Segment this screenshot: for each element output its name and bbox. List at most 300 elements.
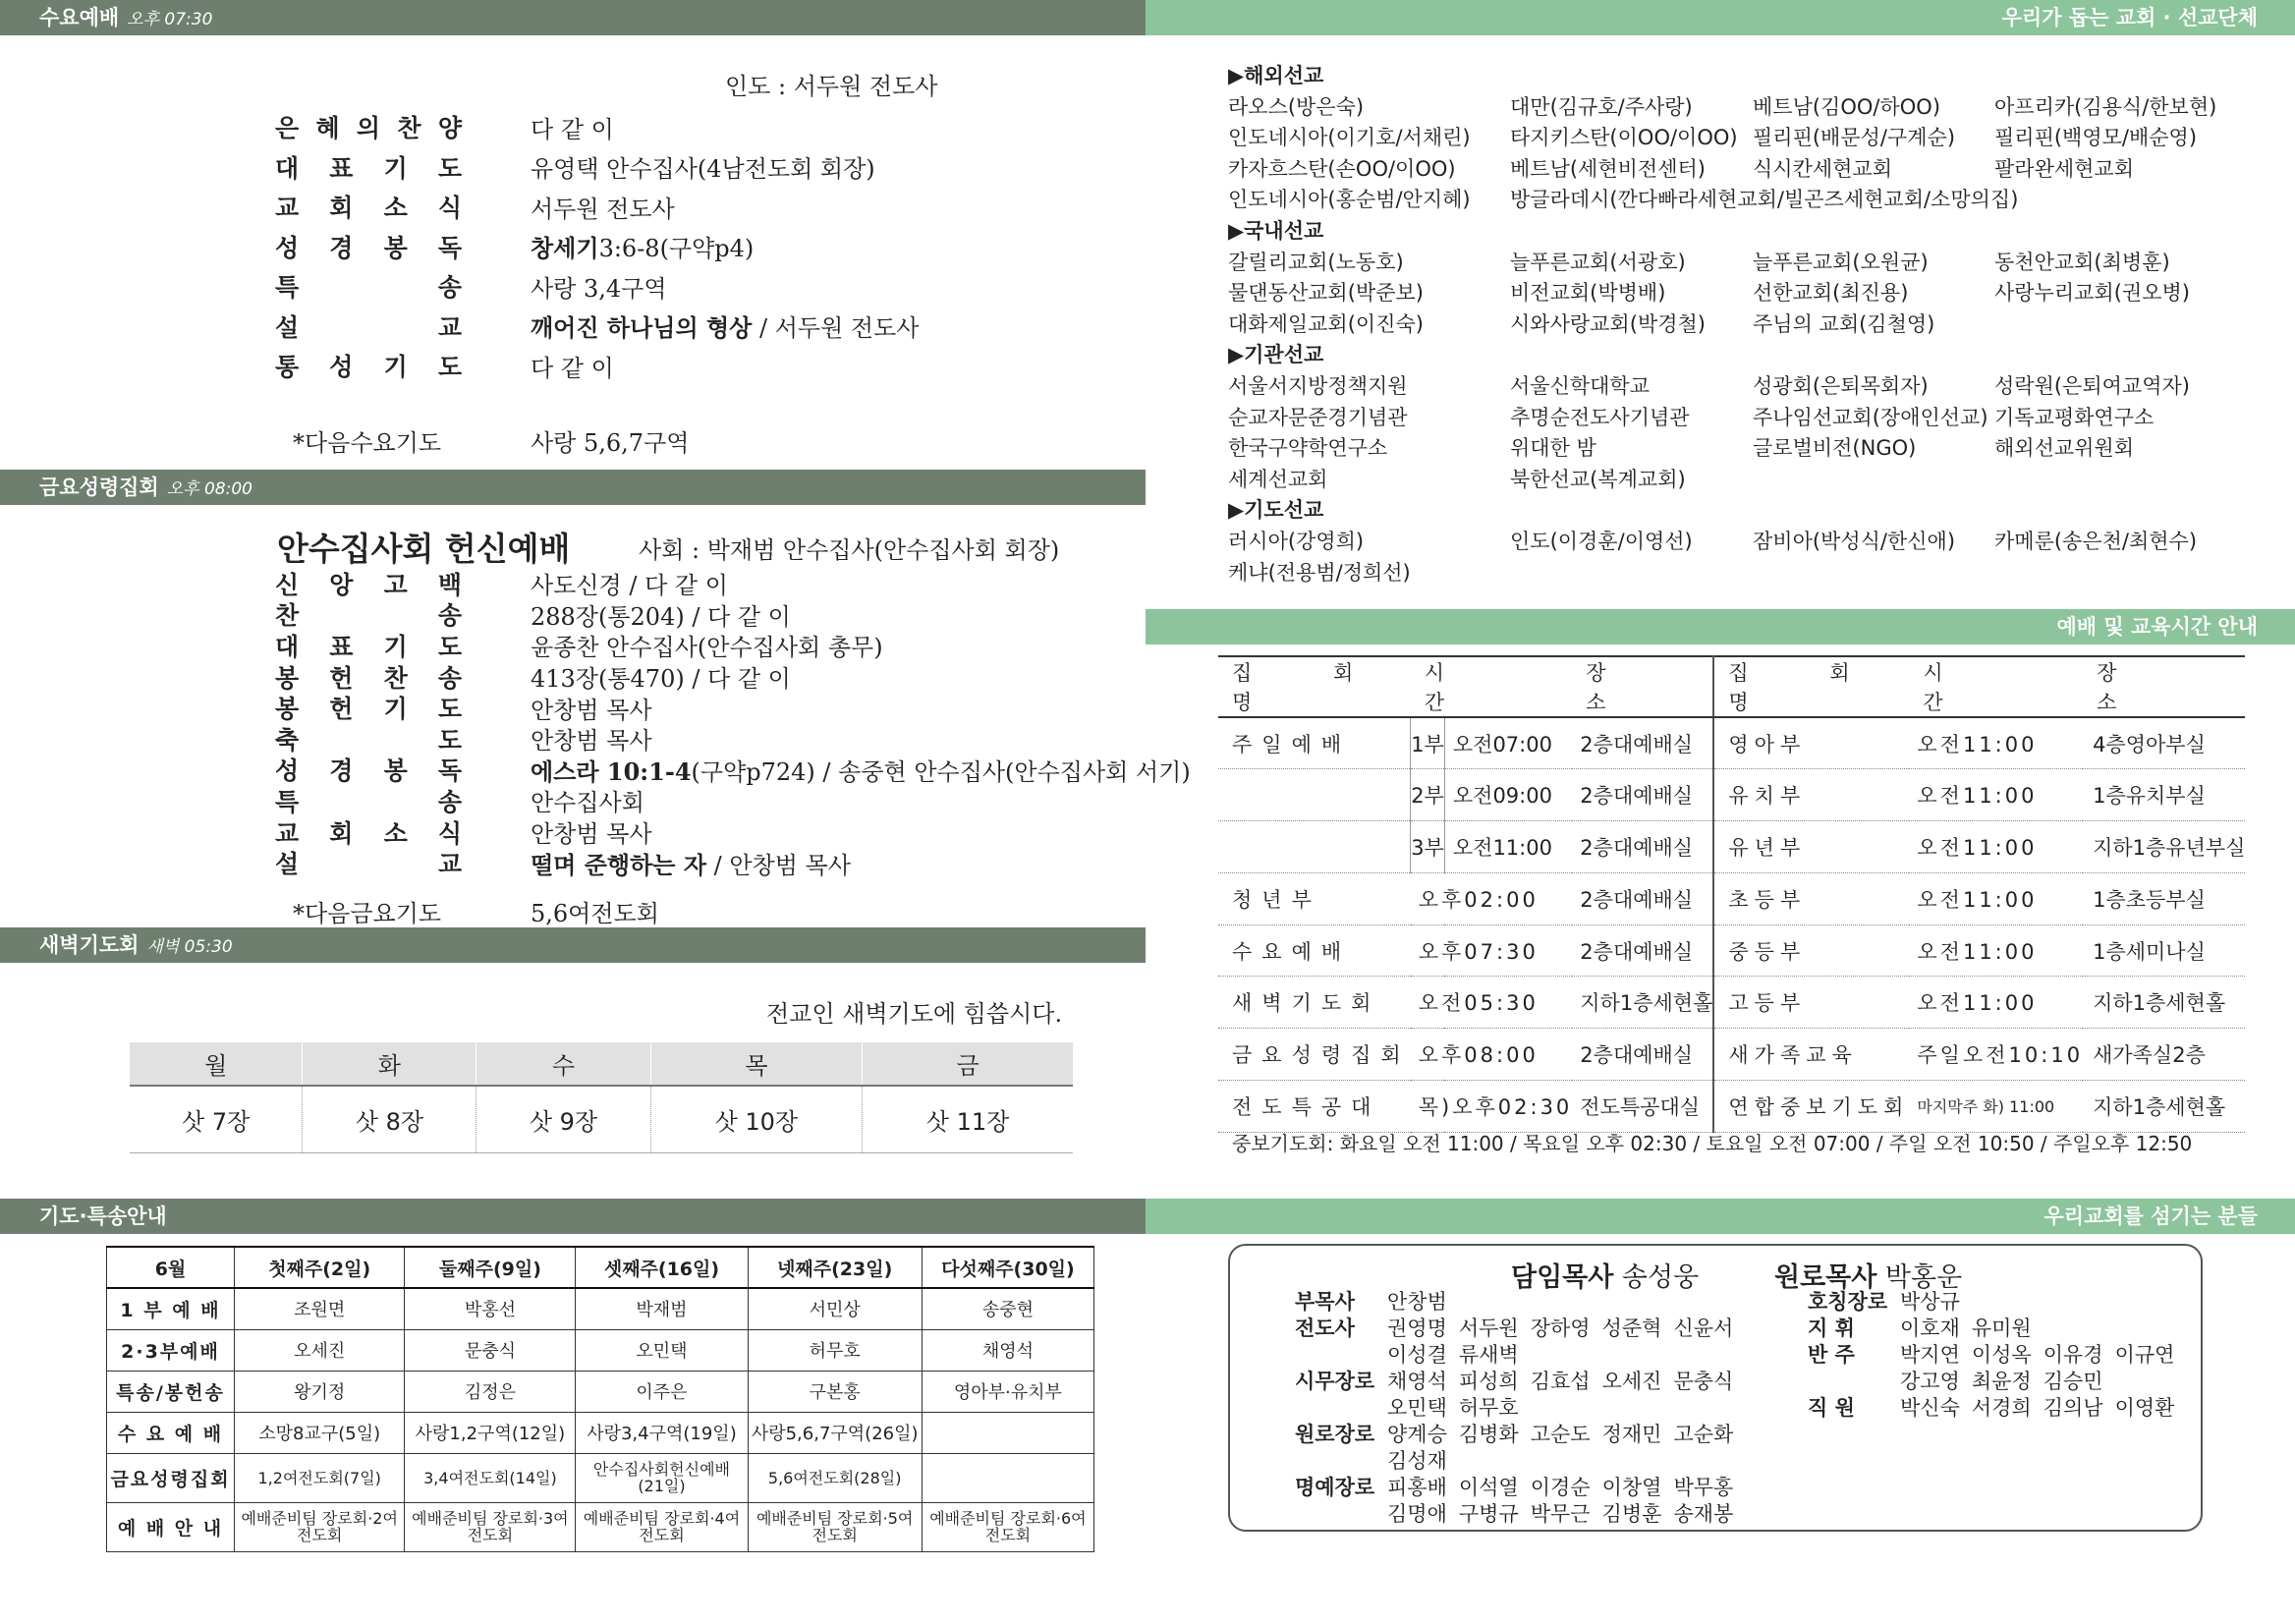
sched-header-place2: 장 소 (2083, 656, 2245, 717)
schedule-place2: 지하1층세현홀 (2083, 1081, 2245, 1133)
wed-order-value (531, 229, 754, 263)
schedule-name (1218, 821, 1411, 873)
fri-order-value (531, 628, 883, 662)
schedule-name2: 유년부 (1713, 821, 1909, 873)
mission-item: 성락원(은퇴여교역자) (1994, 373, 2190, 398)
fri-order-row (275, 599, 791, 631)
fri-order-label (275, 659, 462, 695)
schedule-place2: 새가족실2층 (2083, 1029, 2245, 1081)
mission-item (1753, 465, 1994, 496)
prayer-cell: 예배준비팀 장로회·2여전도회 (235, 1502, 405, 1551)
prayer-row-header: 2·3부예배 (107, 1329, 235, 1371)
schedule-place: 지하1층세현홀 (1572, 977, 1713, 1029)
staff-row (1295, 1316, 1745, 1342)
staff-name: 장하영 (1530, 1316, 1591, 1340)
fri-order-value-text: 안수집사회 (531, 789, 644, 817)
fri-label-char: 신 (275, 570, 300, 599)
fri-label-char: 송 (437, 663, 462, 693)
prayer-cell: 3,4여전도회(14일) (405, 1453, 576, 1502)
schedule-row (1218, 769, 2245, 821)
staff-name: 박무홍 (1673, 1476, 1734, 1499)
fri-order-value (531, 659, 791, 694)
wed-label-char: 식 (437, 194, 462, 222)
wed-bar-time: 오후 07:30 (127, 10, 213, 29)
schedule-name: 전도특공대 (1218, 1081, 1411, 1133)
prayer-cell: 오민택 (576, 1329, 748, 1371)
wed-label-char: 기 (383, 353, 408, 381)
fri-label-char: 축 (275, 725, 300, 755)
mission-item: 카메룬(송은천/최현수) (1994, 529, 2198, 553)
mission-item: 아프리카(김용식/한보현) (1994, 94, 2217, 119)
wed-label-char: 대 (275, 153, 300, 183)
staff-names (1900, 1342, 2186, 1369)
prayer-cell: 예배준비팀 장로회·6여전도회 (922, 1502, 1093, 1551)
schedule-time: 오후08:00 (1411, 1029, 1573, 1081)
emeritus-pastor-label: 원로목사 (1774, 1262, 1877, 1293)
fri-label-char: 고 (383, 570, 408, 599)
mission-item: 팔라완세현교회 (1994, 156, 2135, 181)
staff-left-list (1295, 1289, 1745, 1528)
fri-section-bar (0, 470, 1146, 505)
dawn-section-bar (0, 927, 1146, 963)
wed-order-value (531, 110, 614, 144)
emeritus-pastor-name: 박홍운 (1884, 1262, 1963, 1293)
fri-label-char: 송 (437, 601, 462, 631)
schedule-time2: 오전11:00 (1909, 924, 2083, 977)
schedule-place: 2층대예배실 (1572, 769, 1713, 821)
staff-name: 박무근 (1530, 1502, 1591, 1526)
prayer-assignment-table (106, 1246, 1094, 1552)
fri-order-label (275, 721, 462, 756)
intercession-note: 중보기도회: 화요일 오전 11:00 / 목요일 오후 02:30 / 토요일 오전 07:00 / 주일 오전 10:50 / 주일오후 12:50 (1232, 1132, 2193, 1155)
staff-role (1295, 1501, 1387, 1528)
staff-name: 강고영 (1900, 1370, 1960, 1393)
staff-name: 채영석 (1387, 1370, 1447, 1393)
prayer-row-header: 특송/봉헌송 (107, 1371, 235, 1412)
mission-item: 주님의 교회(김철영) (1753, 311, 1935, 336)
staff-name: 허무호 (1458, 1396, 1519, 1420)
prayer-cell: 문충식 (405, 1329, 576, 1371)
staff-row (1295, 1369, 1745, 1395)
sched-header-name: 집 회 명 (1218, 656, 1411, 717)
wed-next-prayer (293, 420, 690, 460)
prayer-cell: 안수집사회헌신예배 (21일) (576, 1453, 748, 1502)
fri-label-char: 헌 (329, 695, 354, 724)
staff-name: 구병규 (1458, 1502, 1519, 1526)
mission-item: 북한선교(복계교회) (1510, 467, 1686, 491)
fri-order-value-text: 288장(통204) / 다 같 이 (531, 602, 791, 631)
fri-order-value (531, 846, 851, 880)
sched-header-time: 시 간 (1411, 656, 1573, 717)
mission-item (1994, 465, 2269, 496)
mission-item: 주나임선교회(장애인선교) (1753, 405, 1988, 429)
fri-order-value (531, 814, 652, 849)
wed-order-value-text: 다 같 이 (531, 354, 614, 382)
staff-name: 최윤정 (1971, 1370, 2032, 1393)
staff-names (1900, 1395, 2186, 1422)
schedule-place: 2층대예배실 (1572, 821, 1713, 873)
staff-row (1808, 1289, 2186, 1316)
prayer-row (107, 1502, 1094, 1551)
mission-item: 필리핀(배문성/구계순) (1753, 126, 1956, 150)
fri-order-row (275, 755, 1191, 786)
wed-order-value-text: 사랑 3,4구역 (531, 274, 667, 303)
prayer-col-header: 첫째주(2일) (235, 1247, 405, 1288)
dawn-day-header: 금 (863, 1042, 1073, 1086)
schedule-name: 주일예배 (1218, 717, 1411, 769)
wed-order-row (275, 266, 667, 306)
prayer-cell: 허무호 (748, 1329, 922, 1371)
mission-item: 케냐(전용범/정희선) (1228, 560, 1411, 585)
fri-label-char: 설 (275, 850, 300, 879)
wed-order-label (275, 308, 462, 344)
staff-right-list (1808, 1289, 2186, 1422)
prayer-cell: 서민상 (748, 1288, 922, 1329)
fri-order-value (531, 721, 652, 756)
staff-name: 김병화 (1458, 1423, 1519, 1446)
wed-order-value (531, 349, 614, 383)
wed-order-value-bold: 창세기 (531, 234, 599, 262)
schedule-row (1218, 1029, 2245, 1081)
schedule-place: 2층대예배실 (1572, 1029, 1713, 1081)
head-pastor-label: 담임목사 (1511, 1262, 1614, 1293)
mission-item: 동천안교회(최병훈) (1994, 250, 2170, 274)
fri-order-value-text: 안창범 목사 (531, 696, 652, 724)
fri-order-row (275, 692, 652, 724)
wed-order-value-text: / 서두원 전도사 (752, 314, 920, 342)
staff-role: 반 주 (1808, 1343, 1855, 1367)
fri-label-char: 송 (437, 787, 462, 816)
staff-name: 문충식 (1673, 1370, 1734, 1393)
wed-label-char: 봉 (383, 233, 408, 262)
staff-names (1387, 1448, 1459, 1475)
mission-section-grid (1228, 92, 2269, 216)
mission-item (1753, 558, 1994, 589)
staff-name: 유미원 (1971, 1316, 2032, 1340)
mission-item: 대만(김규호/주사랑) (1510, 94, 1693, 119)
mission-item: 시와사랑교회(박경철) (1510, 311, 1706, 336)
prayer-cell: 송중현 (922, 1288, 1093, 1329)
mission-item: 물댄동산교회(박준보) (1228, 281, 1424, 306)
prayer-cell: 조원면 (235, 1288, 405, 1329)
head-pastor-name: 송성웅 (1621, 1262, 1700, 1293)
wed-label-char: 도 (437, 153, 462, 183)
prayer-row-header: 1 부 예 배 (107, 1288, 235, 1329)
dawn-day-reading: 삿 10장 (650, 1086, 863, 1152)
staff-role (1295, 1448, 1387, 1475)
staff-name: 김의남 (2043, 1396, 2103, 1420)
fri-order-value (531, 566, 728, 600)
schedule-time: 오전09:00 (1444, 769, 1572, 821)
staff-name: 이규연 (2114, 1343, 2175, 1367)
staff-names (1387, 1501, 1745, 1528)
prayer-col-header: 넷째주(23일) (748, 1247, 922, 1288)
fri-order-value (531, 597, 791, 632)
fri-label-char: 찬 (383, 663, 408, 693)
staff-name: 이경순 (1530, 1476, 1591, 1499)
schedule-row (1218, 924, 2245, 977)
staff-name: 성준혁 (1601, 1316, 1662, 1340)
schedule-time2: 오전11:00 (1909, 977, 2083, 1029)
staff-name: 박신숙 (1900, 1396, 1960, 1420)
staff-row (1295, 1289, 1745, 1316)
staff-name: 오민택 (1387, 1396, 1447, 1420)
prayer-cell: 사랑3,4구역(19일) (576, 1412, 748, 1453)
prayer-row-header: 금요성령집회 (107, 1453, 235, 1502)
mission-item: 한국구약학연구소 (1228, 436, 1388, 461)
staff-names (1387, 1289, 1459, 1316)
fri-order-label (275, 596, 462, 632)
mission-item: 인도네시아(이기호/서채린) (1228, 126, 1471, 150)
wed-order-value-text: 3:6-8(구약p4) (598, 235, 755, 262)
staff-role: 호칭장로 (1808, 1290, 1888, 1314)
prayer-cell: 예배준비팀 장로회·3여전도회 (405, 1502, 576, 1551)
mission-section-grid (1228, 371, 2269, 495)
schedule-time: 오전11:00 (1444, 821, 1572, 873)
mission-section-grid (1228, 527, 2269, 588)
schedule-place: 2층대예배실 (1572, 924, 1713, 977)
mission-item: 잠비아(박성식/한신애) (1753, 529, 1956, 553)
staff-role: 원로장로 (1295, 1423, 1375, 1446)
prayer-row (107, 1453, 1094, 1502)
fri-label-char: 대 (275, 632, 300, 661)
wed-label-char: 특 (275, 273, 300, 302)
wed-order-row (275, 307, 920, 346)
mission-item: 필리핀(백영모/배순영) (1994, 126, 2198, 150)
dawn-day-header: 화 (303, 1042, 476, 1086)
prayer-cell: 왕기정 (235, 1371, 405, 1412)
mission-item: 타지키스탄(이OO/이OO) (1510, 126, 1738, 150)
dawn-day-header: 월 (130, 1042, 303, 1086)
wed-label-char: 은 (275, 114, 300, 142)
staff-names (1387, 1475, 1745, 1501)
schedule-name2: 연합중보기도회 (1713, 1081, 1909, 1133)
mission-item (1510, 558, 1753, 589)
staff-names (1900, 1369, 2115, 1395)
fri-next-label: *다음금요기도 (293, 899, 442, 927)
fri-label-char: 회 (329, 818, 354, 848)
wed-label-char: 기 (383, 153, 408, 183)
staff-name: 이영환 (2114, 1396, 2175, 1420)
fri-next-value: 5,6여전도회 (531, 899, 659, 927)
staff-names (1387, 1422, 1745, 1448)
mission-item: 비전교회(박병배) (1510, 281, 1666, 306)
wed-label-char: 성 (275, 233, 300, 262)
schedule-time2: 오전11:00 (1909, 821, 2083, 873)
wed-section-bar (0, 0, 1146, 35)
fri-order-value-text: 안창범 목사 (531, 727, 652, 756)
dawn-day-reading: 삿 11장 (863, 1086, 1073, 1152)
wed-order-value (531, 149, 875, 184)
dawn-day-reading: 삿 7장 (182, 1107, 251, 1136)
wed-next-label: *다음수요기도 (293, 428, 442, 457)
fri-order-value-bold: 에스라 10:1-4 (531, 756, 692, 786)
prayer-col-header: 6월 (107, 1247, 235, 1288)
staff-name: 고순화 (1673, 1423, 1734, 1446)
wed-label-char: 찬 (397, 114, 421, 142)
staff-name: 박지연 (1900, 1343, 1960, 1367)
staff-name: 김병훈 (1601, 1502, 1662, 1526)
mission-item: 대화제일교회(이진숙) (1228, 311, 1424, 336)
fri-label-char: 헌 (329, 663, 354, 693)
schedule-part: 1부 (1411, 717, 1445, 769)
fri-label-char: 경 (329, 756, 354, 786)
wed-label-char: 회 (329, 194, 354, 222)
mission-item: 세계선교회 (1228, 467, 1328, 491)
prayer-bar-title: 기도·특송안내 (39, 1204, 167, 1228)
fri-order-value-bold: 떨며 준행하는 자 (531, 850, 706, 879)
staff-role (1295, 1395, 1387, 1422)
fri-order-row (275, 630, 883, 662)
prayer-row (107, 1371, 1094, 1412)
fri-order-value (531, 691, 652, 725)
staff-row (1808, 1316, 2186, 1342)
fri-order-value-text: (구약p724) / 송중현 안수집사(안수집사회 서기) (691, 757, 1191, 786)
fri-order-label (275, 752, 462, 787)
wed-label-char: 성 (329, 353, 354, 381)
fri-order-row (275, 785, 644, 817)
prayer-cell: 구본홍 (748, 1371, 922, 1412)
schedule-time2: 오전11:00 (1909, 769, 2083, 821)
schedule-place2: 4층영아부실 (2083, 717, 2245, 769)
fri-label-char: 봉 (275, 695, 300, 724)
mission-section-title: ▶기도선교 (1228, 498, 1324, 523)
staff-role: 전도사 (1295, 1316, 1355, 1340)
staff-name: 피홍배 (1387, 1476, 1447, 1499)
staff-row (1808, 1342, 2186, 1369)
schedule-section-bar (1146, 609, 2295, 644)
dawn-bar-title: 새벽기도회 (39, 933, 140, 957)
wed-leader: 인도 : 서두원 전도사 (725, 73, 938, 100)
staff-names (1387, 1316, 1745, 1342)
mission-section-grid (1228, 248, 2269, 341)
fri-label-char: 교 (275, 818, 300, 848)
mission-item: 인도(이경훈/이영선) (1510, 529, 1693, 553)
wed-order-row (275, 187, 675, 226)
schedule-name: 수요예배 (1218, 924, 1411, 977)
prayer-col-header: 둘째주(9일) (405, 1247, 576, 1288)
wed-order-value (531, 190, 675, 224)
wed-order-label (275, 348, 462, 383)
staff-row (1295, 1475, 1745, 1501)
wed-order-label (275, 149, 462, 185)
mission-item: 늘푸른교회(오원균) (1753, 250, 1929, 274)
schedule-place2: 1층유치부실 (2083, 769, 2245, 821)
prayer-row (107, 1288, 1094, 1329)
wed-order-label (275, 109, 462, 144)
dawn-day-header: 수 (476, 1042, 650, 1086)
fri-next-prayer (293, 893, 659, 928)
staff-bar-title: 우리교회를 섬기는 분들 (2043, 1204, 2258, 1228)
fri-label-char: 봉 (275, 663, 300, 693)
fri-label-char: 표 (329, 632, 354, 661)
fri-bar-title: 금요성령집회 (39, 476, 159, 499)
fri-order-row (275, 816, 652, 849)
schedule-time: 오전07:00 (1444, 717, 1572, 769)
dawn-day-header: 목 (650, 1042, 863, 1086)
staff-name: 김효섭 (1530, 1370, 1591, 1393)
staff-row (1808, 1369, 2186, 1395)
prayer-cell: 5,6여전도회(28일) (748, 1453, 922, 1502)
prayer-cell: 소망8교구(5일) (235, 1412, 405, 1453)
mission-item: 방글라데시(깐다빠라세현교회/빌곤즈세현교회/소망의집) (1510, 188, 2019, 212)
fri-label-char: 독 (437, 756, 462, 786)
wed-label-char: 소 (383, 194, 408, 222)
staff-name: 김승민 (2043, 1370, 2103, 1393)
staff-name: 오세진 (1601, 1370, 1662, 1393)
staff-names (1900, 1316, 2043, 1342)
staff-name: 권영명 (1387, 1316, 1447, 1340)
wed-label-char: 의 (356, 114, 381, 142)
schedule-name: 청년부 (1218, 872, 1411, 924)
staff-names (1387, 1395, 1531, 1422)
staff-name: 김명애 (1387, 1502, 1447, 1526)
wed-label-char: 양 (437, 114, 462, 142)
prayer-cell: 1,2여전도회(7일) (235, 1453, 405, 1502)
schedule-place: 2층대예배실 (1572, 717, 1713, 769)
prayer-cell: 사랑1,2구역(12일) (405, 1412, 576, 1453)
wed-order-value-text: 유영택 안수집사(4남전도회 회장) (531, 155, 875, 183)
schedule-name: 금요성령집회 (1218, 1029, 1411, 1081)
fri-order-row (275, 847, 851, 879)
wed-label-char: 혜 (315, 114, 340, 142)
staff-role: 지 휘 (1808, 1316, 1855, 1340)
wed-label-char: 교 (437, 312, 462, 342)
mission-item (1994, 558, 2269, 589)
fri-order-label (275, 845, 462, 880)
wed-label-char: 도 (437, 353, 462, 381)
prayer-row (107, 1412, 1094, 1453)
wed-label-char: 교 (275, 194, 300, 222)
schedule-name2: 초등부 (1713, 872, 1909, 924)
prayer-row-header: 예 배 안 내 (107, 1502, 235, 1551)
mission-item: 성광회(은퇴목회자) (1753, 373, 1929, 398)
fri-order-value-text: / 안창범 목사 (706, 851, 851, 879)
mission-item: 식시칸세현교회 (1753, 156, 1893, 181)
staff-row (1295, 1501, 1745, 1528)
sched-header-place: 장 소 (1572, 656, 1713, 717)
mission-item: 인도네시아(홍순범/안지혜) (1228, 188, 1471, 212)
mission-section-title: ▶기관선교 (1228, 343, 1324, 367)
prayer-cell: 박재범 (576, 1288, 748, 1329)
wed-label-char: 통 (275, 353, 300, 381)
schedule-place2: 지하1층세현홀 (2083, 977, 2245, 1029)
schedule-time: 오후07:30 (1411, 924, 1573, 977)
staff-row (1295, 1342, 1745, 1369)
fri-label-char: 성 (275, 756, 300, 786)
fri-order-row (275, 568, 728, 600)
fri-label-char: 교 (437, 850, 462, 879)
mission-list (1228, 61, 2269, 588)
wed-order-row (275, 147, 875, 187)
wed-order-row (275, 227, 755, 266)
mission-item: 해외선교위원회 (1994, 436, 2135, 461)
prayer-cell: 이주은 (576, 1371, 748, 1412)
staff-name: 양계승 (1387, 1423, 1447, 1446)
schedule-row (1218, 977, 2245, 1029)
schedule-place: 2층대예배실 (1572, 872, 1713, 924)
mission-item: 추명순전도사기념관 (1510, 405, 1690, 429)
fri-label-char: 특 (275, 787, 300, 816)
dawn-day-reading: 삿 8장 (303, 1086, 476, 1152)
fri-order-row (275, 661, 791, 694)
staff-name: 이유경 (2043, 1343, 2103, 1367)
schedule-part: 2부 (1411, 769, 1445, 821)
schedule-time2: 오전11:00 (1909, 717, 2083, 769)
schedule-bar-title: 예배 및 교육시간 안내 (2056, 615, 2258, 639)
prayer-cell: 채영석 (922, 1329, 1093, 1371)
sched-header-time2: 시 간 (1909, 656, 2083, 717)
